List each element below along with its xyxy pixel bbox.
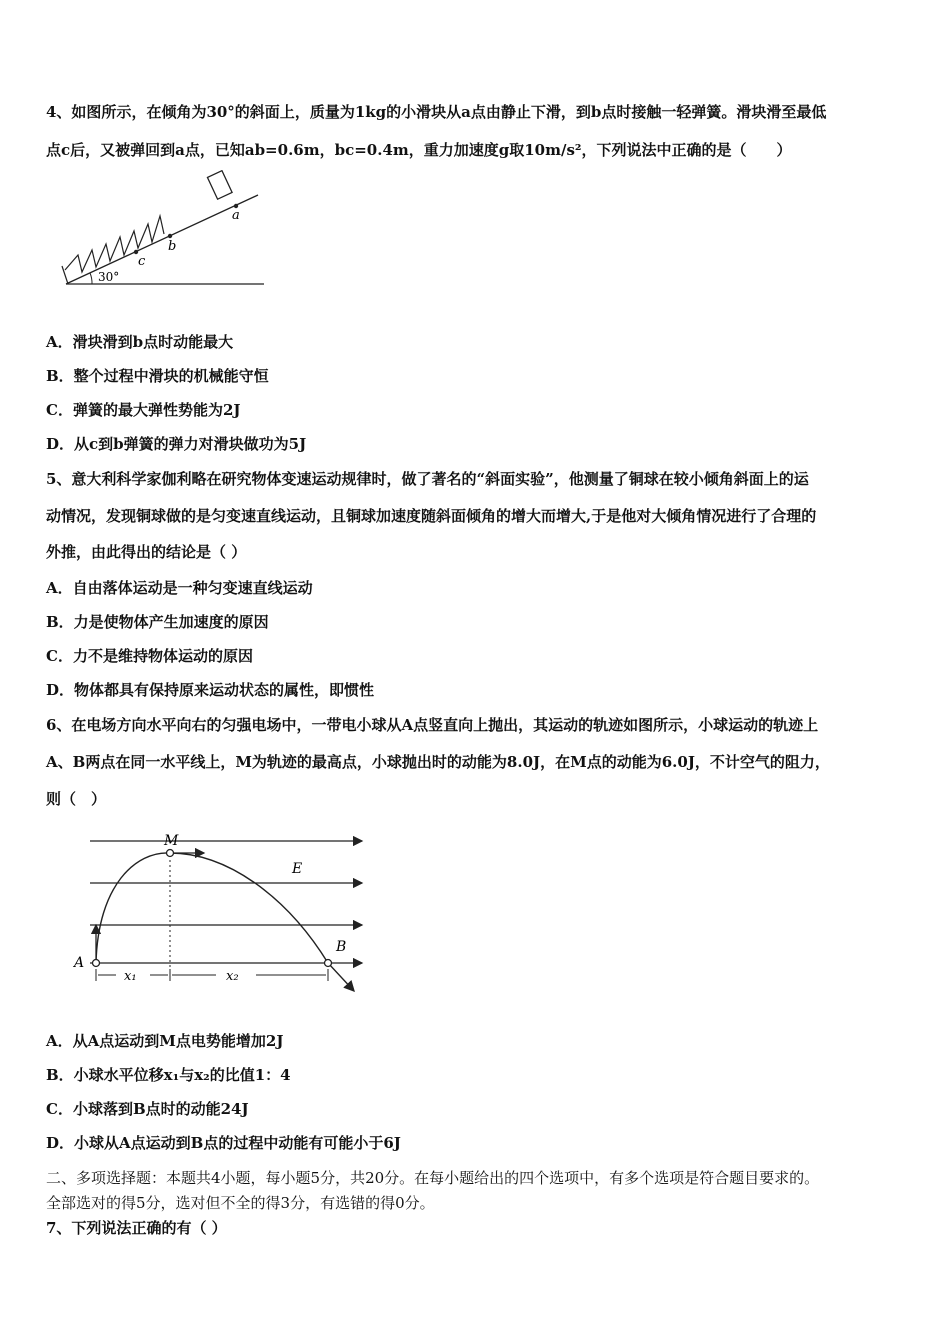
q6-option-b: B．小球水平位移x₁与x₂的比值1：4 <box>46 1066 291 1084</box>
q4-stem-line2: 点c后，又被弹回到a点，已知ab=0.6m，bc=0.4m，重力加速度g取10m/s²，下列说法中正确的是（ ） <box>46 141 792 159</box>
q6-option-c: C．小球落到B点时的动能24J <box>46 1100 249 1118</box>
q5-stem-line3: 外推，由此得出的结论是（ ） <box>46 543 247 561</box>
q5-stem-line2: 动情况，发现铜球做的是匀变速直线运动，且铜球加速度随斜面倾角的增大而增大,于是他对大倾角情况进行了合理的 <box>46 507 817 525</box>
x2-label: x₂ <box>226 969 239 984</box>
q5-option-a: A．自由落体运动是一种匀变速直线运动 <box>46 579 313 597</box>
q6-field-figure <box>66 825 376 1000</box>
point-b-label: b <box>168 239 177 254</box>
point-c-label: c <box>138 254 146 269</box>
q6-option-a: A．从A点运动到M点电势能增加2J <box>46 1032 284 1050</box>
q6-option-d: D．小球从A点运动到B点的过程中动能有可能小于6J <box>46 1134 401 1152</box>
q4-option-b: B．整个过程中滑块的机械能守恒 <box>46 367 269 385</box>
angle-label: 30° <box>98 270 120 284</box>
point-a-label: a <box>232 208 240 223</box>
section2-instructions-line1: 二、多项选择题：本题共4小题，每小题5分，共20分。在每小题给出的四个选项中，有多个选项是符合题目要求的。 <box>46 1169 820 1187</box>
q4-incline-figure <box>56 170 271 290</box>
q4-option-a: A．滑块滑到b点时动能最大 <box>46 333 234 351</box>
q4-stem-line1: 4、如图所示，在倾角为30°的斜面上，质量为1kg的小滑块从a点由静止下滑，到b点时接触一轻弹簧。滑块滑至最低 <box>46 103 827 121</box>
B-label: B <box>336 939 347 955</box>
q6-stem-line1: 6、在电场方向水平向右的匀强电场中，一带电小球从A点竖直向上抛出，其运动的轨迹如图所示，小球运动的轨迹上 <box>46 716 819 734</box>
q5-stem-line1: 5、意大利科学家伽利略在研究物体变速运动规律时，做了著名的“斜面实验”，他测量了铜球在较小倾角斜面上的运 <box>46 470 809 488</box>
A-label: A <box>74 955 85 971</box>
M-label: M <box>164 833 179 849</box>
q4-option-c: C．弹簧的最大弹性势能为2J <box>46 401 241 419</box>
q7-stem-line1: 7、下列说法正确的有（ ） <box>46 1219 227 1237</box>
q6-stem-line2: A、B两点在同一水平线上，M为轨迹的最高点，小球抛出时的动能为8.0J，在M点的动能为6.0J，不计空气的阻力， <box>46 753 830 771</box>
q4-option-d: D．从c到b弹簧的弹力对滑块做功为5J <box>46 435 307 453</box>
q5-option-d: D．物体都具有保持原来运动状态的属性，即惯性 <box>46 681 375 699</box>
x1-label: x₁ <box>124 969 137 984</box>
q6-stem-line3: 则（ ） <box>46 790 107 808</box>
E-label: E <box>292 861 303 877</box>
section2-instructions-line2: 全部选对的得5分，选对但不全的得3分，有选错的得0分。 <box>46 1194 435 1212</box>
q5-option-c: C．力不是维持物体运动的原因 <box>46 647 253 665</box>
q5-option-b: B．力是使物体产生加速度的原因 <box>46 613 269 631</box>
